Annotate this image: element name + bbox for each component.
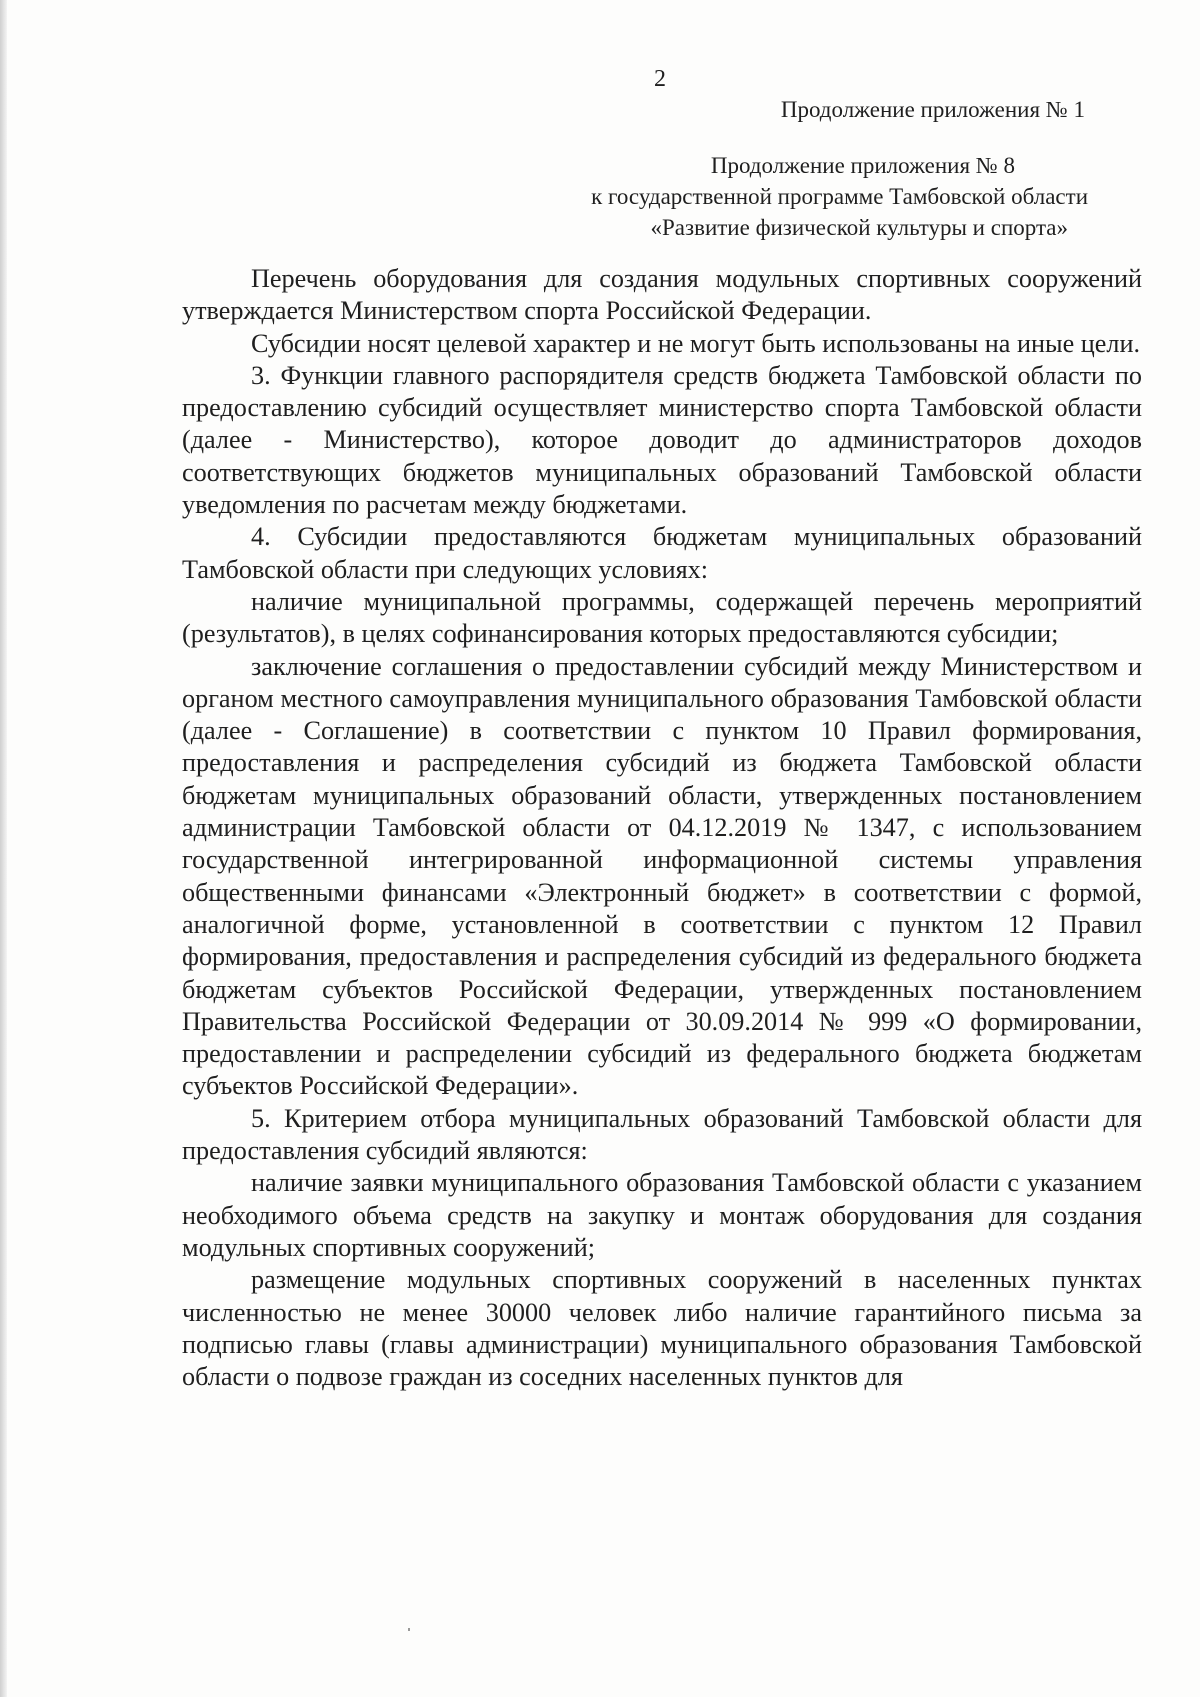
- appendix-8-line-3: «Развитие физической культуры и спорта»: [650, 215, 1068, 240]
- paragraph-equipment-list: Перечень оборудования для создания модульных спортивных сооружений утверждается Министерством спорта Российской Федерации.: [182, 264, 1142, 326]
- appendix-1-continuation: Продолжение приложения № 1: [780, 97, 1085, 122]
- paragraph-subsidy-purpose: Субсидии носят целевой характер и не могут быть использованы на иные цели.: [251, 328, 1141, 358]
- paragraph-item-4: 4. Субсидии предоставляются бюджетам муниципальных образований Тамбовской области при следующих условиях:: [182, 522, 1142, 584]
- paragraph-item-5: 5. Критерием отбора муниципальных образований Тамбовской области для предоставления субсидий являются:: [182, 1103, 1142, 1166]
- document-body: [182, 263, 1142, 1393]
- paragraph-condition-agreement: заключение соглашения о предоставлении субсидий между Министерством и органом местного самоуправления муниципального образования Тамбовской области (далее - Соглашение) в соответствии с пунктом 10 Правил формирования, предоставления и распределения субсидий из бюджета Тамбовской области бюджетам муниципальных образований области, утвержденных постановлением администрации Тамбовской области от 04.12.2019 № 1347, с использованием государственной интегрированной информационной системы управления общественными финансами «Электронный бюджет» в соответствии с формой, аналогичной форме, установленной в соответствии с пунктом 12 Правил формирования, предоставления и распределения субсидий из федерального бюджета бюджетам субъектов Российской Федерации, утвержденных постановлением Правительства Российской Федерации от 30.09.2014 № 999 «О формировании, предоставлении и распределении субсидий из федерального бюджета бюджетам субъектов Российской Федерации».: [182, 651, 1142, 1101]
- paragraph-criterion-application: наличие заявки муниципального образования Тамбовской области с указанием необходимого объема средств на закупку и монтаж оборудования для создания модульных спортивных сооружений;: [182, 1168, 1142, 1262]
- appendix-8-line-2: к государственной программе Тамбовской области: [591, 184, 1088, 209]
- page-number: 2: [654, 66, 666, 92]
- paragraph-item-3: 3. Функции главного распорядителя средств бюджета Тамбовской области по предоставлению субсидий осуществляет министерство спорта Тамбовской области (далее - Министерство), которое доводит до администраторов доходов соответствующих бюджетов муниципальных образований Тамбовской области уведомления по расчетам между бюджетами.: [182, 360, 1142, 520]
- appendix-8-continuation: [591, 150, 1088, 243]
- scan-artifact: [408, 1628, 410, 1631]
- appendix-8-line-1: Продолжение приложения № 8: [710, 153, 1015, 178]
- paragraph-criterion-placement: размещение модульных спортивных сооружений в населенных пунктах численностью не менее 30000 человек либо наличие гарантийного письма за подписью главы (главы администрации) муниципального образования Тамбовской области о подвозе граждан из соседних населенных пунктов для: [182, 1265, 1142, 1392]
- scan-edge-shadow: [0, 0, 7, 1697]
- paragraph-condition-program: наличие муниципальной программы, содержащей перечень мероприятий (результатов), в целях софинансирования которых предоставляются субсидии;: [182, 586, 1142, 649]
